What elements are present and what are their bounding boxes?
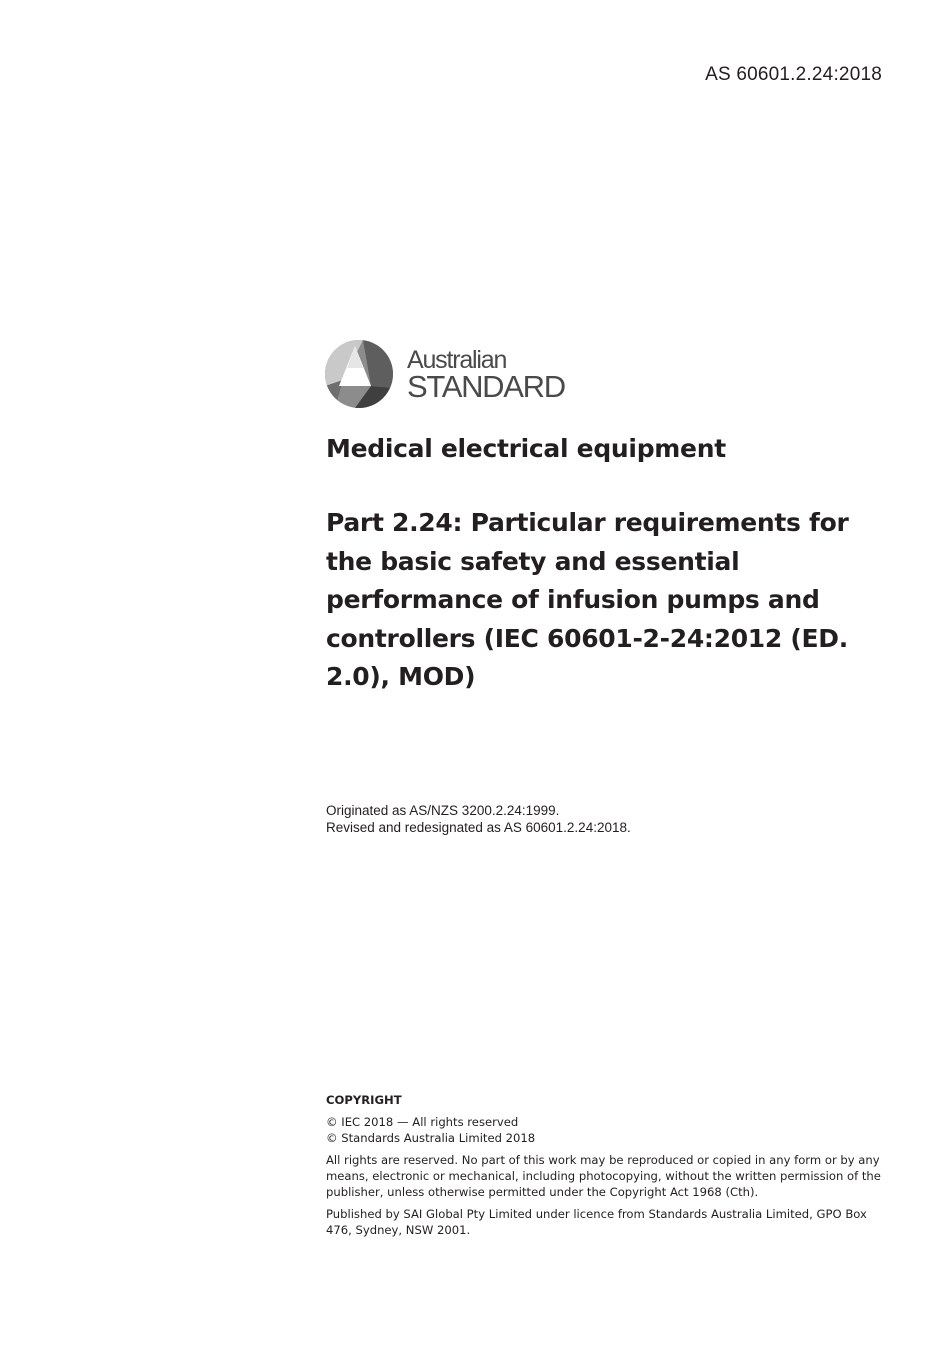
publisher-text: Published by SAI Global Pty Limited under licence from Standards Australia Limited, GPO Box 476, Sydney, NSW 2001. [326,1207,867,1237]
document-history [326,802,631,836]
copyright-section [326,1092,881,1238]
australian-standard-logo [325,340,585,412]
sa-copyright-line: © Standards Australia Limited 2018 [326,1131,536,1145]
rights-reserved-text: All rights are reserved. No part of this work may be reproduced or copied in any form or by any means, electronic or mechanical, including photocopying, without the written permission of the publisher, unless otherwise permitted under the Copyright Act 1968 (Cth). [326,1153,881,1199]
document-subtitle: Part 2.24: Particular requirements for the basic safety and essential performance of infusion pumps and controllers (IEC 60601-2-24:2012 (ED. 2.0), MOD) [326,508,849,691]
logo-text-standard: STANDARD [407,369,565,404]
logo-wordmark [407,348,565,402]
australian-standard-triangle-logo-icon [325,340,393,408]
document-number: AS 60601.2.24:2018 [705,64,882,85]
document-title: Medical electrical equipment [326,434,726,463]
iec-copyright-line: © IEC 2018 — All rights reserved [326,1115,519,1129]
copyright-heading: COPYRIGHT [326,1093,402,1107]
originated-note: Originated as AS/NZS 3200.2.24:1999. [326,803,560,818]
logo-text-australian: Australian [407,346,507,374]
revised-note: Revised and redesignated as AS 60601.2.24:2018. [326,820,631,835]
